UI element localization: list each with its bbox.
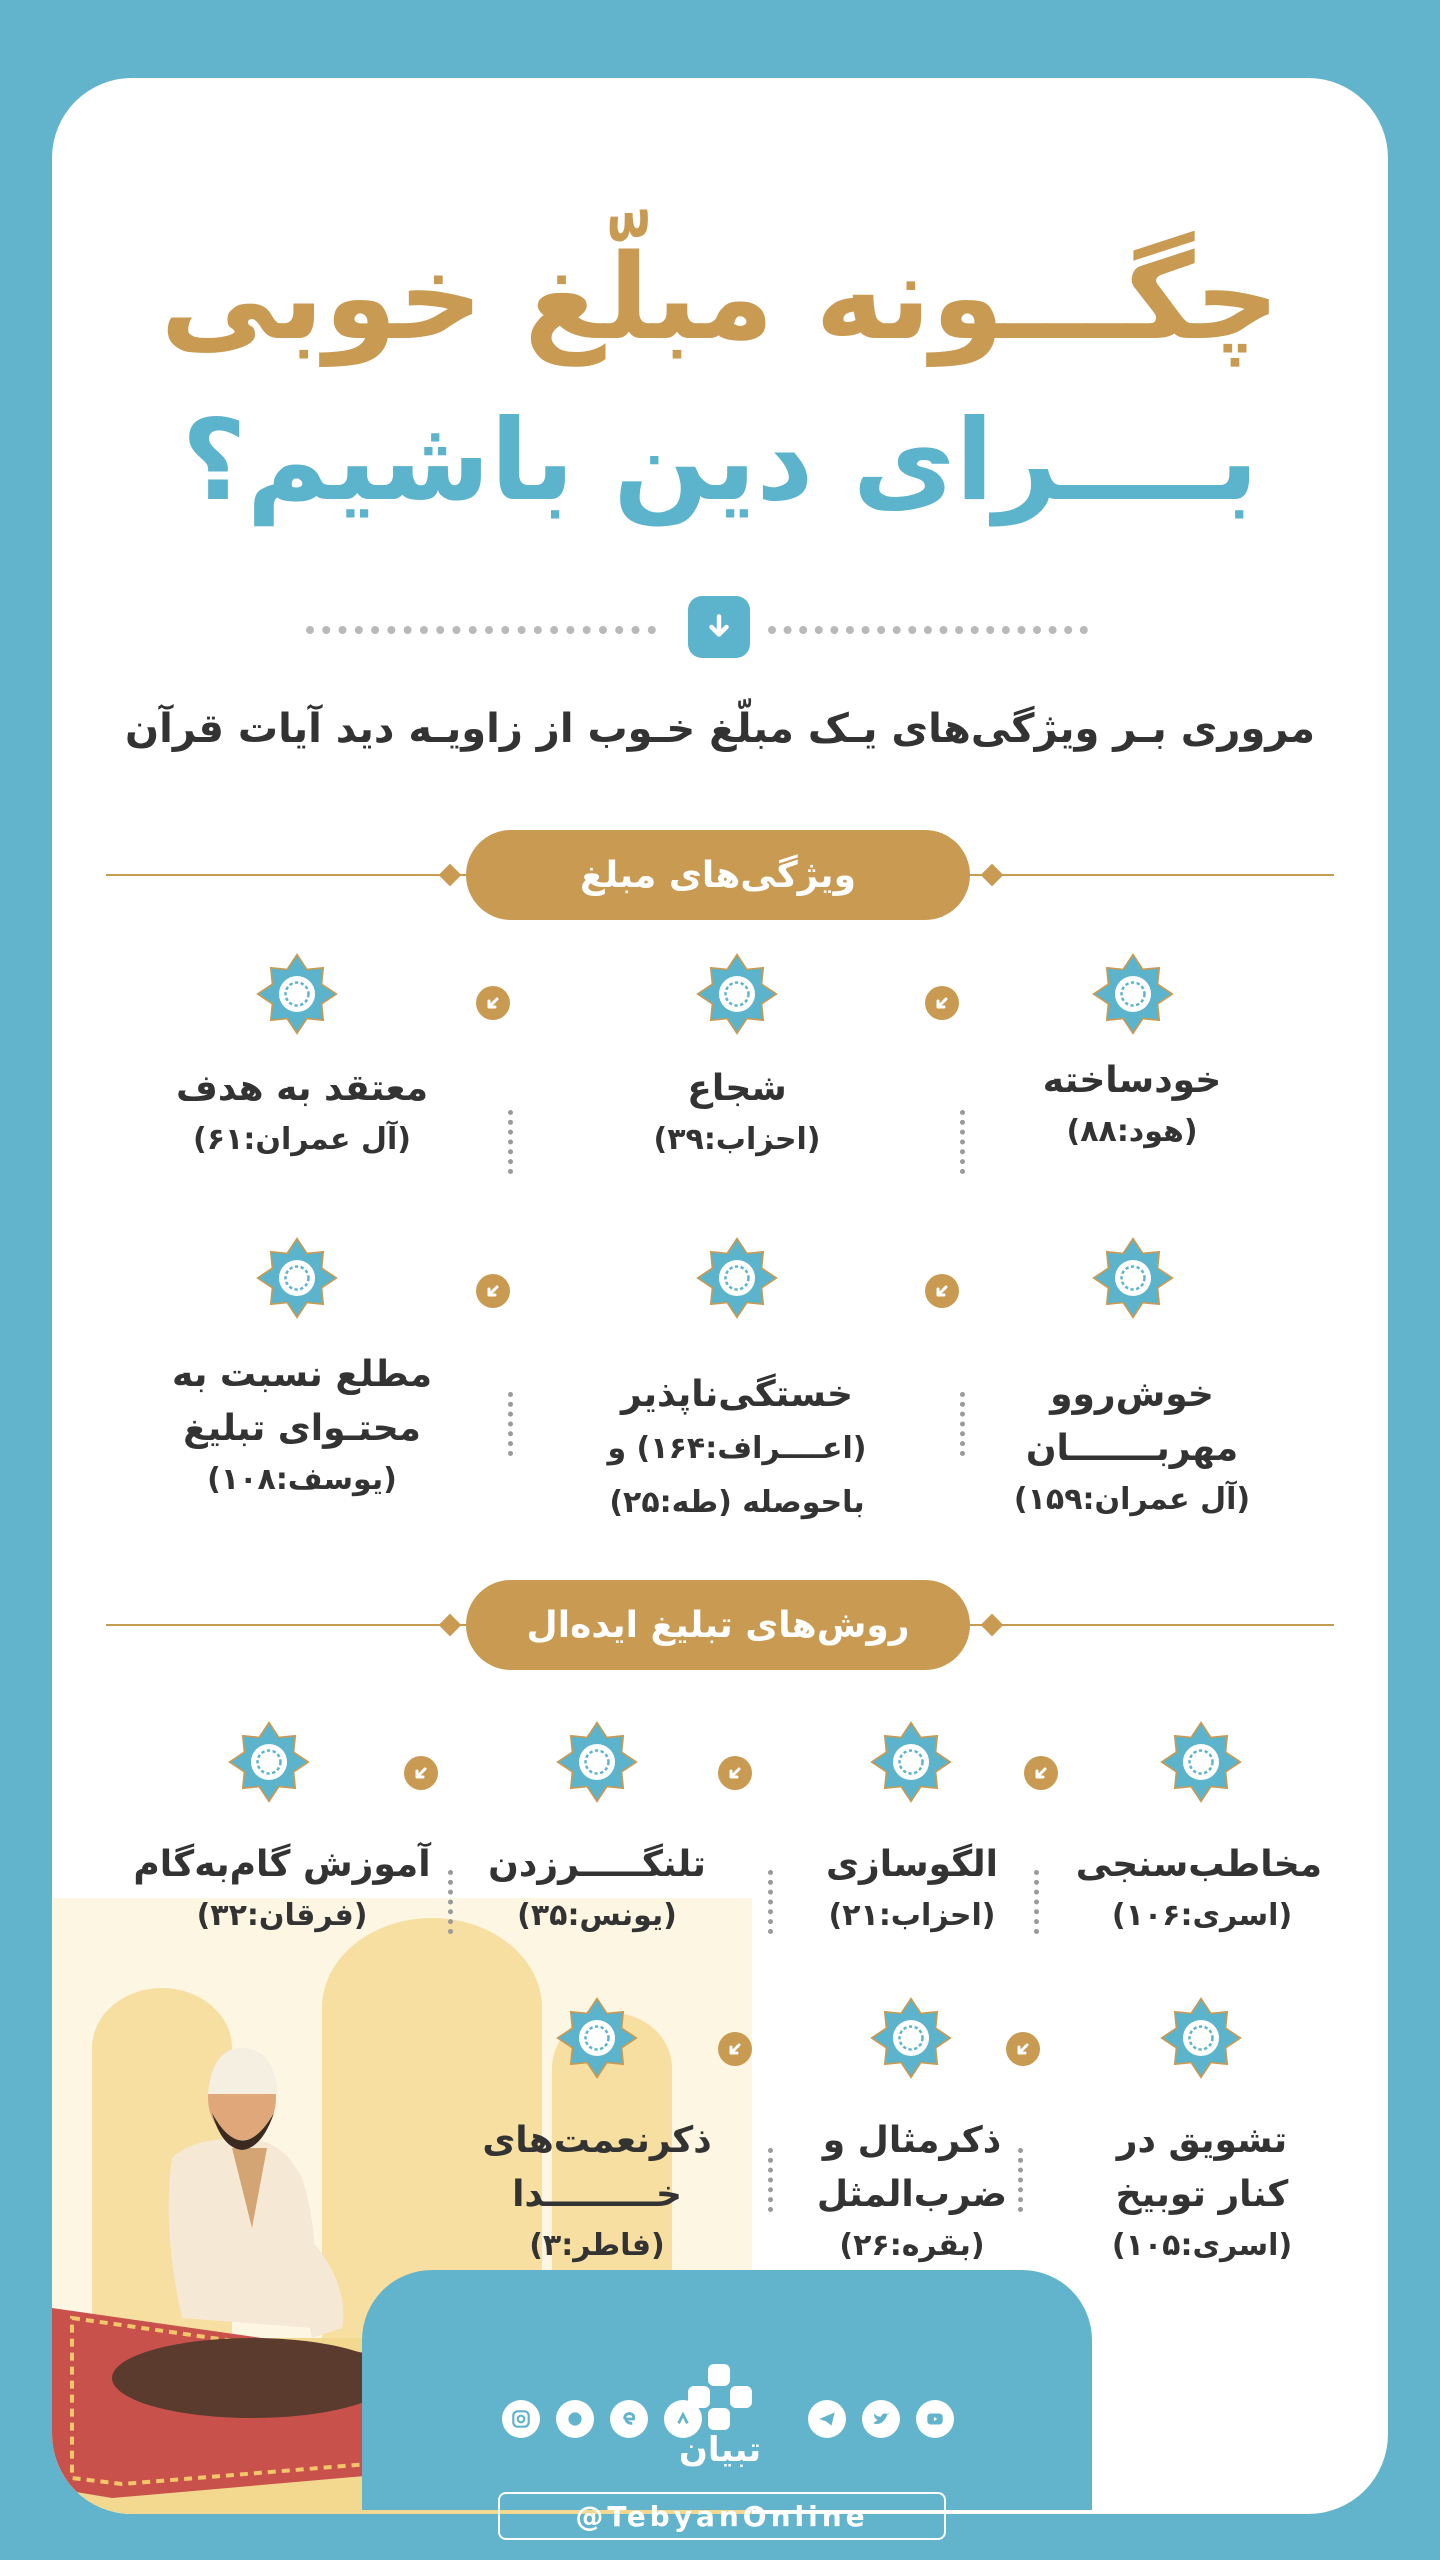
- social-handle[interactable]: @TebyanOnline: [498, 2492, 946, 2540]
- star-badge-icon: [696, 1230, 778, 1326]
- twitter-icon[interactable]: [862, 2400, 900, 2438]
- method-name: الگوسازی: [825, 1844, 998, 1885]
- trait-item: [152, 1062, 452, 1164]
- arrow-icon: [476, 986, 510, 1020]
- method-ref: (یونس:۳۵): [517, 1898, 677, 1933]
- star-badge-icon: [256, 1230, 338, 1326]
- arrow-icon: [718, 1756, 752, 1790]
- section2-ornament-right: [981, 1614, 1004, 1637]
- arrow-down-icon: [704, 612, 734, 642]
- section1-ornament-left: [439, 864, 462, 887]
- method-item: [477, 1838, 717, 1940]
- method-name: ذکرمثال و ضرب‌المثل: [816, 2120, 1008, 2215]
- column-divider: [960, 1392, 965, 1456]
- arrow-icon: [1006, 2032, 1040, 2066]
- star-badge-icon: [256, 946, 338, 1042]
- method-item: [132, 1838, 432, 1940]
- trait-name: خوش‌روو مهربـــــــان: [1025, 1374, 1239, 1469]
- trait-ref: (اعــــراف:۱۶۴) و باحوصله (طه:۲۵): [607, 1431, 867, 1520]
- trait-item: [597, 1062, 877, 1164]
- method-item: [1075, 1838, 1322, 1940]
- method-ref: (فاطر:۳): [529, 2228, 665, 2263]
- trait-item: [992, 1368, 1272, 1524]
- arrow-icon: [718, 2032, 752, 2066]
- method-item: [792, 2114, 1032, 2270]
- method-ref: (فرقان:۳۲): [196, 1898, 368, 1933]
- trait-name: خستگی‌ناپذیر: [621, 1374, 853, 1415]
- trait-name: معتقد به هدف: [176, 1068, 428, 1109]
- star-badge-icon: [556, 1714, 638, 1810]
- tebyan-logo-icon: [686, 2362, 754, 2432]
- content-card: [52, 78, 1388, 2514]
- trait-item: [992, 1054, 1272, 1156]
- trait-ref: (آل عمران:۶۱): [193, 1122, 411, 1157]
- column-divider: [508, 1392, 513, 1456]
- trait-name: خودساخته: [1042, 1060, 1222, 1101]
- star-badge-icon: [870, 1990, 952, 2086]
- method-ref: (اسری:۱۰۶): [1111, 1898, 1293, 1933]
- arrow-icon: [404, 1756, 438, 1790]
- column-divider: [508, 1110, 513, 1174]
- method-item: [792, 1838, 1032, 1940]
- star-badge-icon: [696, 946, 778, 1042]
- section1-heading: ویژگی‌های مبلغ: [466, 830, 970, 920]
- method-name: ذکرنعمت‌های خـــــــــدا: [482, 2120, 712, 2215]
- star-badge-icon: [228, 1714, 310, 1810]
- section2-heading: روش‌های تبلیغ ایده‌ال: [466, 1580, 970, 1670]
- arrow-icon: [1024, 1756, 1058, 1790]
- method-ref: (اسری:۱۰۵): [1111, 2228, 1293, 2263]
- method-name: مخاطب‌سنجی: [1075, 1844, 1322, 1885]
- telegram-icon[interactable]: [808, 2400, 846, 2438]
- trait-item: [572, 1368, 902, 1530]
- instagram-icon[interactable]: [502, 2400, 540, 2438]
- page-title-line1: چگـــونه مبلّغ خوبی: [160, 228, 1280, 366]
- divider-dots-right: [768, 626, 1088, 674]
- method-item: [1082, 2114, 1322, 2270]
- trait-ref: (هود:۸۸): [1066, 1114, 1198, 1149]
- eitaa-icon[interactable]: [610, 2400, 648, 2438]
- arrow-icon: [925, 986, 959, 1020]
- column-divider: [1018, 2148, 1023, 2212]
- column-divider: [960, 1110, 965, 1174]
- divider-dots-left: [306, 626, 656, 674]
- section1-ornament-right: [981, 864, 1004, 887]
- section2-ornament-left: [439, 1614, 462, 1637]
- arrow-icon: [925, 1274, 959, 1308]
- trait-name: مطلع نسبت به محتـوای تبلیغ: [171, 1354, 432, 1449]
- trait-ref: (آل عمران:۱۵۹): [1013, 1482, 1251, 1517]
- star-badge-icon: [556, 1990, 638, 2086]
- column-divider: [768, 2148, 773, 2212]
- arrow-icon: [476, 1274, 510, 1308]
- column-divider: [1034, 1870, 1039, 1934]
- method-item: [447, 2114, 747, 2270]
- column-divider: [448, 1870, 453, 1934]
- method-ref: (بقره:۲۶): [839, 2228, 985, 2263]
- trait-item: [152, 1348, 452, 1504]
- page-subtitle: مروری بـر ویژگی‌های یـک مبلّغ خـوب از زاویـه دید آیات قرآن: [125, 706, 1315, 752]
- star-badge-icon: [1160, 1990, 1242, 2086]
- star-badge-icon: [1160, 1714, 1242, 1810]
- method-name: تلنگـــــرزدن: [488, 1844, 706, 1885]
- aparat-icon[interactable]: [556, 2400, 594, 2438]
- star-badge-icon: [870, 1714, 952, 1810]
- trait-ref: (یوسف:۱۰۸): [207, 1462, 397, 1497]
- trait-name: شجاع: [687, 1068, 787, 1109]
- star-badge-icon: [1092, 946, 1174, 1042]
- brand-name: تبیان: [678, 2430, 762, 2470]
- youtube-icon[interactable]: [916, 2400, 954, 2438]
- method-name: آموزش گام‌به‌گام: [133, 1844, 431, 1885]
- column-divider: [768, 1870, 773, 1934]
- method-ref: (احزاب:۲۱): [828, 1898, 996, 1933]
- star-badge-icon: [1092, 1230, 1174, 1326]
- trait-ref: (احزاب:۳۹): [653, 1122, 821, 1157]
- page-title-line2: بــــرای دین باشیم؟: [181, 396, 1259, 526]
- method-name: تشویق در کنار توبیخ: [1115, 2120, 1289, 2215]
- scroll-down-button[interactable]: [688, 596, 750, 658]
